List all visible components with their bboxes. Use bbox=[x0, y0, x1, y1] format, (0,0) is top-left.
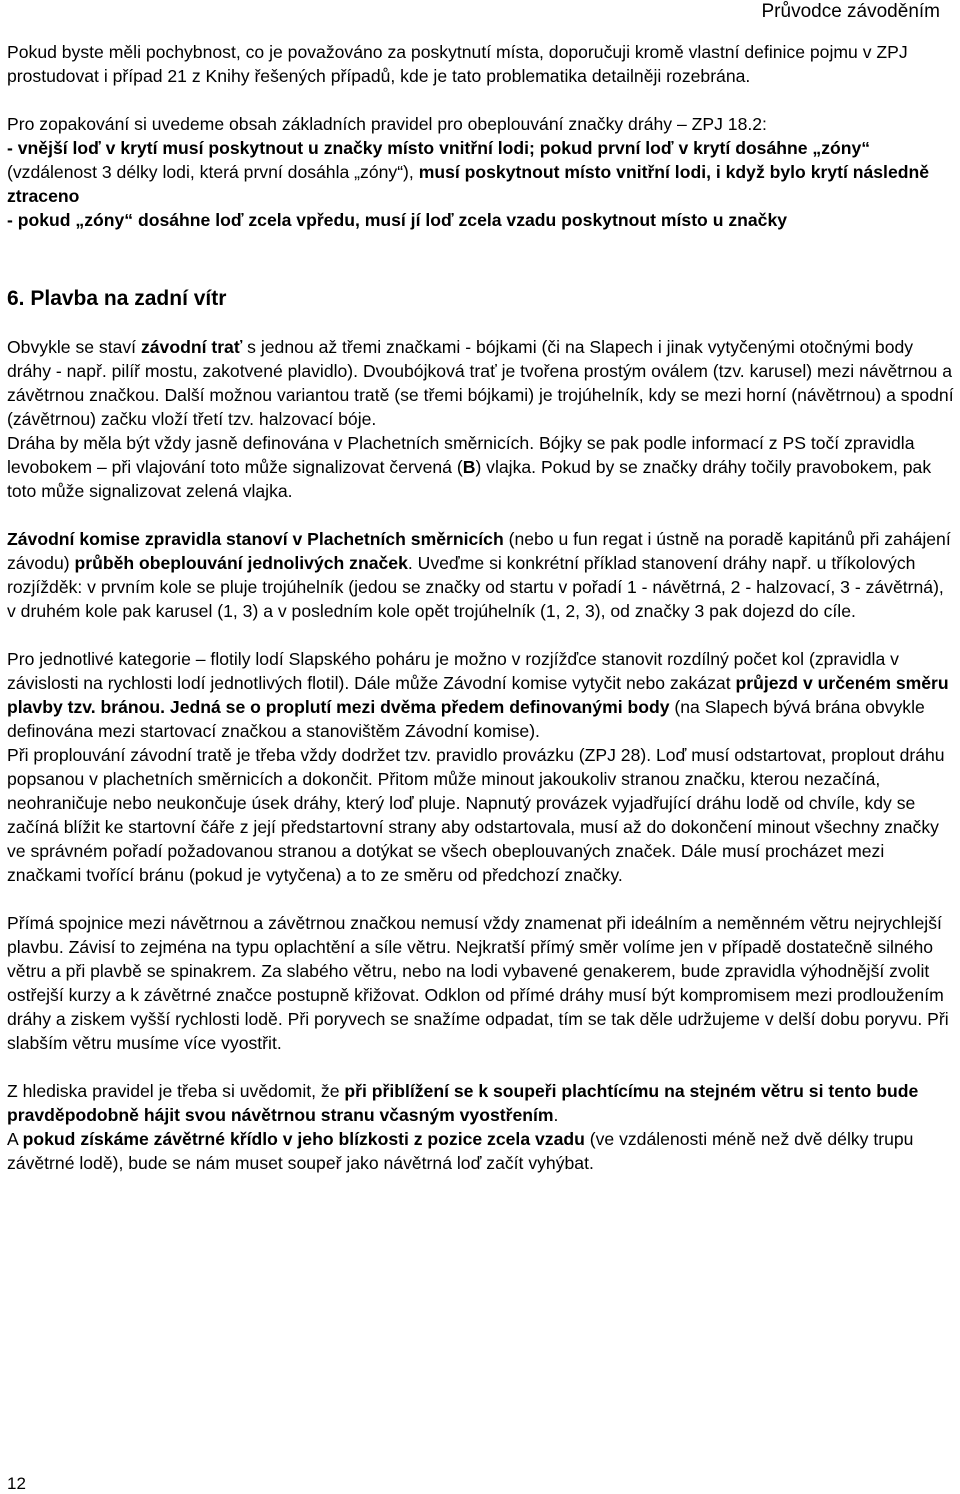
bold-run: závodní trať bbox=[140, 337, 243, 357]
spacer bbox=[7, 88, 955, 112]
page-number: 12 bbox=[7, 1474, 26, 1493]
rule-bold-text: - vnější loď v krytí musí poskytnout u značky místo vnitřní lodi; pokud první loď v krytí dosáhne „zóny“ bbox=[7, 138, 871, 158]
page-content bbox=[7, 40, 955, 1175]
spacer bbox=[7, 1055, 955, 1079]
text-run: Pro jednotlivé kategorie – flotily lodí Slapského poháru je možno v rozjížďce stanovit rozdílný počet kol (zpravidla v závislosti na rychlosti lodí jednotlivých flotil). Dále může Závodní komise vytyčit nebo zakázat bbox=[7, 649, 899, 693]
spacer bbox=[7, 232, 955, 287]
text-run: A bbox=[7, 1129, 23, 1149]
bold-run: průjezd v určeném směru plavby tzv. bránou. Jedná se o proplutí mezi dvěma předem definovanými body bbox=[7, 673, 949, 717]
paragraph-sailing-instructions bbox=[7, 431, 955, 503]
spacer bbox=[7, 623, 955, 647]
section-heading: 6. Plavba na zadní vítr bbox=[7, 287, 227, 310]
spacer bbox=[7, 311, 955, 335]
paragraph-leeward bbox=[7, 1127, 955, 1175]
text-run: ) vlajka. Pokud by se značky dráhy točily pravobokem, pak toto může signalizovat zelená vlajka. bbox=[7, 457, 932, 501]
paragraph-race-committee bbox=[7, 527, 955, 623]
bold-run: průběh obeplouvání jednolivých značek bbox=[74, 553, 408, 573]
rule-plain-text: (vzdálenost 3 délky lodi, která první dosáhla „zóny“), bbox=[7, 162, 419, 182]
spacer bbox=[7, 887, 955, 911]
text-run: (nebo u fun regat i ústně na poradě kapitánů při zahájení závodu) bbox=[7, 529, 951, 573]
rule-clear-ahead bbox=[7, 208, 955, 232]
intro-rules-lead: Pro zopakování si uvedeme obsah základních pravidel pro obeplouvání značky dráhy – ZPJ 18.2: bbox=[7, 114, 767, 134]
text-run: . bbox=[553, 1105, 559, 1125]
paragraph-rules-approach bbox=[7, 1079, 955, 1127]
bold-run: Závodní komise zpravidla stanoví v Plachetních směrnicích bbox=[7, 529, 504, 549]
page-header-title: Průvodce závoděním bbox=[761, 1, 940, 22]
rule-bold-text: - pokud „zóny“ dosáhne loď zcela vpředu, musí jí loď zcela vzadu poskytnout místo u značky bbox=[7, 210, 788, 230]
paragraph-course bbox=[7, 335, 955, 431]
text-run: Z hlediska pravidel je třeba si uvědomit, že bbox=[7, 1081, 345, 1101]
bold-run: B bbox=[462, 457, 476, 477]
text-run: (ve vzdálenosti méně než dvě délky trupu závětrné lodě), bude se nám muset soupeř jako návětrná loď začít vyhýbat. bbox=[7, 1129, 914, 1173]
text-run: (na Slapech bývá brána obvykle definována mezi startovací značkou a stanovištěm Závodní komise). bbox=[7, 697, 925, 741]
bold-run: pokud získáme závětrné křídlo v jeho blízkosti z pozice zcela vzadu bbox=[22, 1129, 585, 1149]
bold-run: při přiblížení se k soupeři plachtícímu na stejném větru si tento bude pravděpodobně hájit svou návětrnou stranu včasným vyostřením bbox=[7, 1081, 919, 1125]
paragraph-categories bbox=[7, 647, 955, 743]
text-run: Obvykle se staví bbox=[7, 337, 141, 357]
rule-bold-text: musí poskytnout místo vnitřní lodi, i když bylo krytí následně ztraceno bbox=[7, 162, 930, 206]
intro-paragraph: Pokud byste měli pochybnost, co je považováno za poskytnutí místa, doporučuji kromě vlastní definice pojmu v ZPJ prostudovat i případ 21 z Knihy řešených případů, kde je tato problematika detailněji rozebrána. bbox=[7, 42, 908, 86]
text-run: s jednou až třemi značkami - bójkami (či na Slapech i jinak vytyčenými otočnými body dráhy - např. pilíř mostu, zakotvené plavidlo). Dvoubójková trať je tvořena prostým oválem (tzv. karusel) mezi návětrnou a závětrnou značkou. Další možnou variantou tratě (se třemi bójkami) je trojúhelník, kdy se mezi horní (návětrnou) a spodní (závětrnou) začku vloží třetí tzv. halzovací bóje. bbox=[7, 337, 954, 429]
rule-outside-boat bbox=[7, 136, 955, 208]
text-run: . Uveďme si konkrétní příklad stanovení dráhy např. u tříkolových rozjížděk: v prvním kole se pluje trojúhelník (jedou se značky od startu v pořadí 1 - návětrná, 2 - halzovací, 3 - závětrná), v druhém kole pak karusel (1, 3) a v posledním kole opět trojúhelník (1, 2, 3), od značky 3 pak dojezd do cíle. bbox=[7, 553, 944, 621]
paragraph-direct-line: Přímá spojnice mezi návětrnou a závětrnou značkou nemusí vždy znamenat při ideálním a neměnném větru nejrychlejší plavbu. Závisí to zejména na typu oplachtění a síle větru. Nejkratší přímý směr volíme jen v případě dostatečně silného větru a při plavbě se spinakrem. Za slabého větru, nebo na lodi vybavené genakerem, bude zpravidla výhodnější zvolit ostřejší kurzy a k závětrné značce postupně křižovat. Odklon od přímé dráhy musí být kompromisem mezi prodloužením dráhy a ziskem vyšší rychlosti lodě. Při poryvech se snažíme odpadat, tím se tak děle udržujeme v delší dobu poryvu. Při slabším větru musíme více vyostřit. bbox=[7, 913, 949, 1053]
text-run: Dráha by měla být vždy jasně definována v Plachetních směrnicích. Bójky se pak podle informací z PS točí zpravidla levobokem – při vlajování toto může signalizovat červená ( bbox=[7, 433, 915, 477]
paragraph-string-rule: Při proplouvání závodní tratě je třeba vždy dodržet tzv. pravidlo provázku (ZPJ 28). Loď musí odstartovat, proplout dráhu popsanou v plachetních směrnicích a dokončit. Přitom může minout jakoukoliv stranou značku, kterou nezačíná, neohraničuje nebo neukončuje úsek dráhy, který loď pluje. Napnutý provázek vyjadřující dráhu lodě od chvíle, kdy se začíná blížit ke startovní čáře z její předstartovní strany aby odstartovala, musí až do dokončení minout všechny značky ve správném pořadí požadovanou stranou a dotýkat se všech obeplouvaných značek. Dále musí procházet mezi značkami tvořící bránu (pokud je vytyčena) a to ze směru od předchozí značky. bbox=[7, 745, 945, 885]
spacer bbox=[7, 503, 955, 527]
